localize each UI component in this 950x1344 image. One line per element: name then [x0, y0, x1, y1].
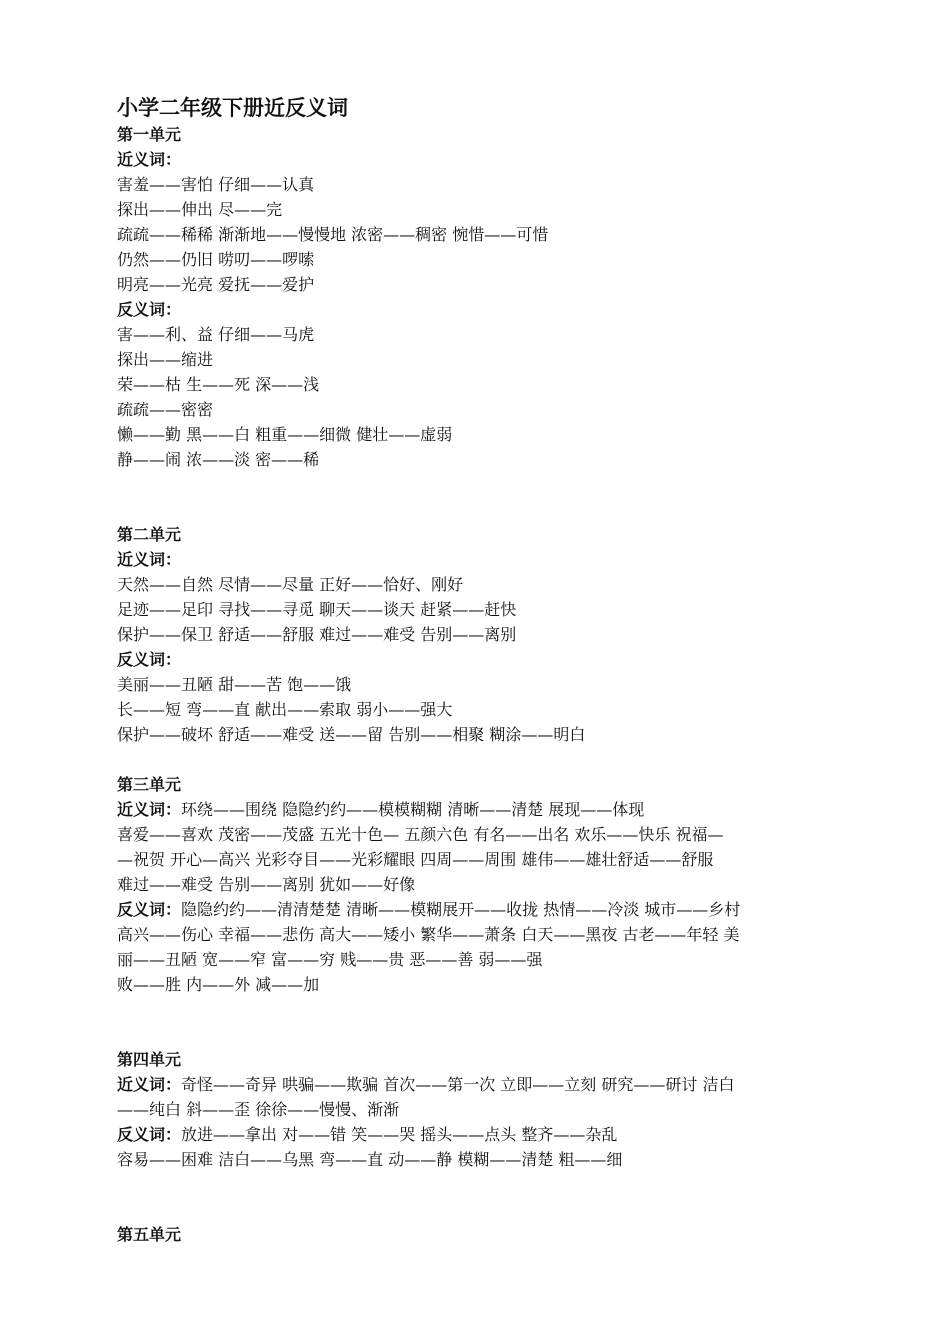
unit-3-antonym-first-line	[117, 897, 867, 922]
unit-2-synonym-label: 近义词：	[117, 550, 182, 569]
unit-3-synonym-line: —祝贺 开心—高兴 光彩夺目——光彩耀眼 四周——周围 雄伟——雄壮舒适——舒服	[117, 850, 714, 869]
unit-1-antonym-line: 懒——勤 黑——白 粗重——细微 健壮——虚弱	[117, 425, 453, 444]
spacer	[117, 997, 867, 1047]
unit-1-synonym-label: 近义词：	[117, 150, 182, 169]
unit-1-antonym-label: 反义词：	[117, 300, 182, 319]
unit-1-antonym-line: 荣——枯 生——死 深——浅	[117, 375, 320, 394]
unit-1-antonym-line: 探出——缩进	[117, 350, 214, 369]
unit-3-antonym-line: 败——胜 内——外 减——加	[117, 975, 320, 994]
unit-2-antonym-line: 长——短 弯——直 献出——索取 弱小——强大	[117, 700, 453, 719]
unit-4-antonym-label: 反义词：	[117, 1125, 182, 1144]
unit-4-antonym-text: 放进——拿出 对——错 笑——哭 摇头——点头 整齐——杂乱	[181, 1125, 618, 1144]
unit-3-synonym-line: 喜爱——喜欢 茂密——茂盛 五光十色— 五颜六色 有名——出名 欢乐——快乐 祝福—	[117, 825, 724, 844]
unit-2-antonym-line: 美丽——丑陋 甜——苦 饱——饿	[117, 675, 352, 694]
unit-4-antonym-line: 容易——困难 洁白——乌黑 弯——直 动——静 模糊——清楚 粗——细	[117, 1150, 623, 1169]
unit-2-antonym-line: 保护——破坏 舒适——难受 送——留 告别——相聚 糊涂——明白	[117, 725, 586, 744]
unit-1-antonym-line: 害——利、益 仔细——马虎	[117, 325, 315, 344]
unit-1-synonym-line: 明亮——光亮 爱抚——爱护	[117, 275, 315, 294]
unit-4-synonym-label: 近义词：	[117, 1075, 182, 1094]
unit-4-synonym-text: 奇怪——奇异 哄骗——欺骗 首次——第一次 立即——立刻 研究——研讨 洁白	[181, 1075, 735, 1094]
unit-3-heading: 第三单元	[117, 775, 182, 794]
unit-5-heading: 第五单元	[117, 1225, 182, 1244]
unit-2-antonym-label: 反义词：	[117, 650, 182, 669]
unit-2-heading: 第二单元	[117, 525, 182, 544]
unit-1-synonym-line: 探出——伸出 尽——完	[117, 200, 283, 219]
unit-3-antonym-line: 丽——丑陋 宽——窄 富——穷 贱——贵 恶——善 弱——强	[117, 950, 543, 969]
document-page	[117, 94, 867, 1247]
unit-3-antonym-label: 反义词：	[117, 900, 182, 919]
unit-1-antonym-line: 疏疏——密密	[117, 400, 214, 419]
unit-2-synonym-line: 足迹——足印 寻找——寻觅 聊天——谈天 赶紧——赶快	[117, 600, 517, 619]
unit-2-synonym-line: 天然——自然 尽情——尽量 正好——恰好、刚好	[117, 575, 464, 594]
unit-4-synonym-line: ——纯白 斜——歪 徐徐——慢慢、渐渐	[117, 1100, 400, 1119]
document-title: 小学二年级下册近反义词	[117, 95, 348, 120]
unit-2-synonym-line: 保护——保卫 舒适——舒服 难过——难受 告别——离别	[117, 625, 517, 644]
unit-3-synonym-text: 环绕——围绕 隐隐约约——模模糊糊 清晰——清楚 展现——体现	[181, 800, 645, 819]
unit-1-synonym-line: 疏疏——稀稀 渐渐地——慢慢地 浓密——稠密 惋惜——可惜	[117, 225, 549, 244]
unit-3-antonym-line: 高兴——伤心 幸福——悲伤 高大——矮小 繁华——萧条 白天——黑夜 古老——年轻 美	[117, 925, 740, 944]
unit-3-synonym-line: 难过——难受 告别——离别 犹如——好像	[117, 875, 416, 894]
unit-4-antonym-first-line	[117, 1122, 867, 1147]
unit-4-heading: 第四单元	[117, 1050, 182, 1069]
unit-1-synonym-line: 仍然——仍旧 唠叨——啰嗦	[117, 250, 315, 269]
spacer	[117, 747, 867, 772]
unit-3-synonym-first-line	[117, 797, 867, 822]
unit-1-antonym-line: 静——闹 浓——淡 密——稀	[117, 450, 320, 469]
unit-1-synonym-line: 害羞——害怕 仔细——认真	[117, 175, 315, 194]
unit-1-heading: 第一单元	[117, 125, 182, 144]
unit-3-antonym-text: 隐隐约约——清清楚楚 清晰——模糊展开——收拢 热情——冷淡 城市——乡村	[181, 900, 741, 919]
spacer	[117, 1172, 867, 1222]
unit-4-synonym-first-line	[117, 1072, 867, 1097]
unit-3-synonym-label: 近义词：	[117, 800, 182, 819]
spacer	[117, 472, 867, 522]
